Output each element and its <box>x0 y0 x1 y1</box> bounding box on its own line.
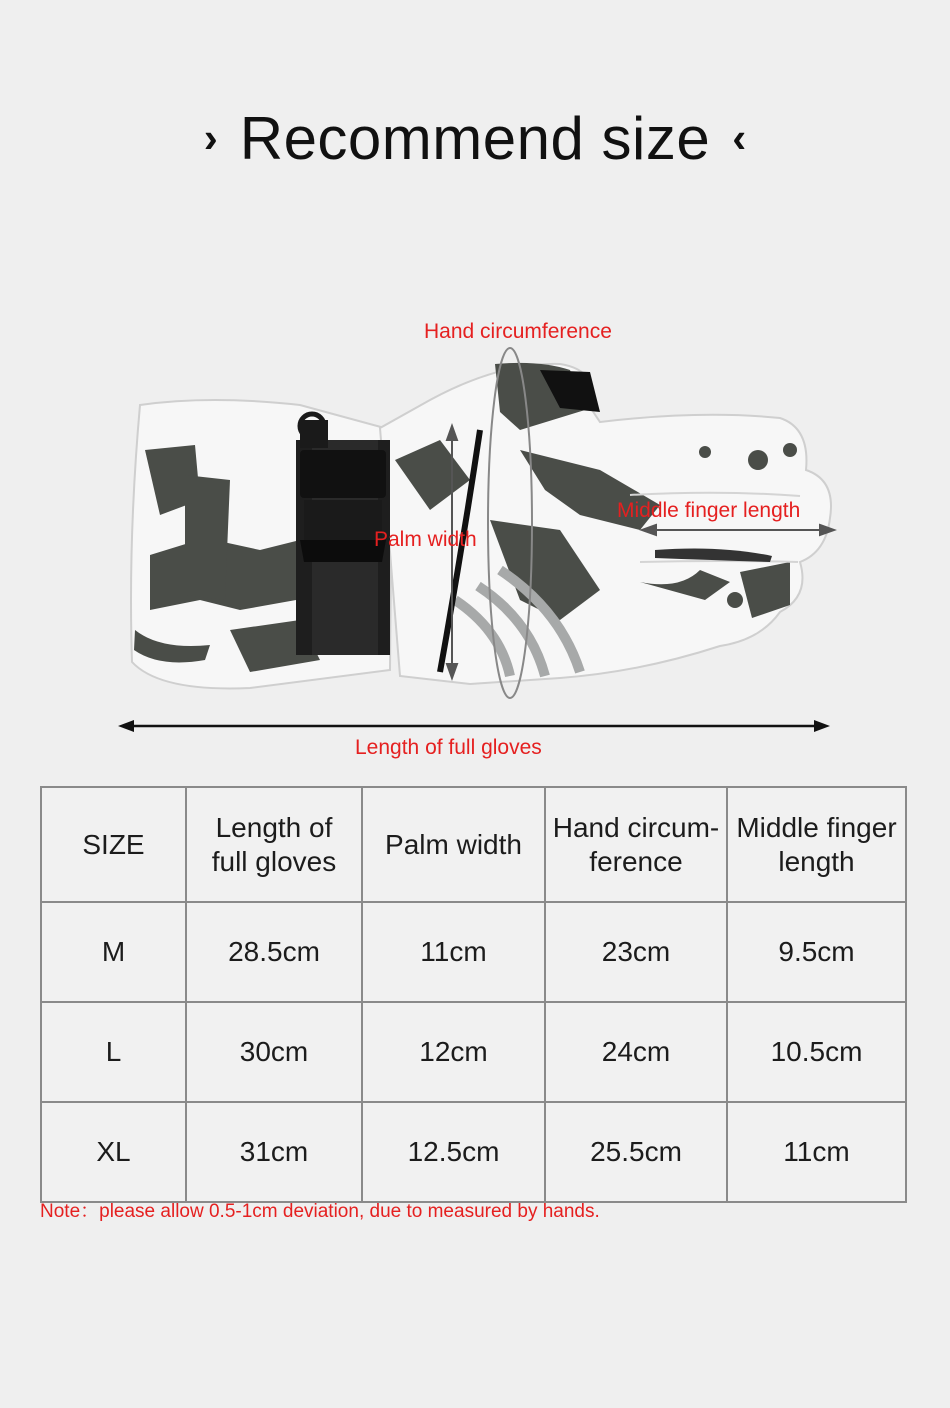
chevron-left-icon: ‹ <box>732 114 747 161</box>
table-cell: 24cm <box>545 1002 727 1102</box>
table-cell: 9.5cm <box>727 902 906 1002</box>
size-cell: L <box>41 1002 186 1102</box>
deviation-note: Note：please allow 0.5-1cm deviation, due to measured by hands. <box>40 1201 600 1222</box>
glove-measurement-diagram <box>0 300 950 780</box>
palm-width-label: Palm width <box>374 528 477 551</box>
length-of-full-gloves-label: Length of full gloves <box>355 736 542 759</box>
title-text: Recommend size <box>239 104 711 172</box>
table-row <box>41 902 906 1002</box>
header-size: SIZE <box>41 787 186 902</box>
header-length-of-full-gloves: Length of full gloves <box>186 787 362 902</box>
size-cell: M <box>41 902 186 1002</box>
header-middle-finger-length: Middle finger length <box>727 787 906 902</box>
page-title <box>0 102 950 174</box>
header-palm-width: Palm width <box>362 787 545 902</box>
middle-finger-length-label: Middle finger length <box>617 499 801 522</box>
glove-icon <box>131 363 831 689</box>
size-chart-table <box>40 786 907 1203</box>
chevron-right-icon: › <box>203 114 218 161</box>
table-cell: 31cm <box>186 1102 362 1202</box>
hand-circumference-label: Hand circumference <box>424 320 612 343</box>
table-cell: 28.5cm <box>186 902 362 1002</box>
table-cell: 30cm <box>186 1002 362 1102</box>
table-cell: 23cm <box>545 902 727 1002</box>
table-cell: 12cm <box>362 1002 545 1102</box>
table-cell: 11cm <box>727 1102 906 1202</box>
table-cell: 12.5cm <box>362 1102 545 1202</box>
table-row <box>41 1102 906 1202</box>
size-cell: XL <box>41 1102 186 1202</box>
table-header-row <box>41 787 906 902</box>
table-row <box>41 1002 906 1102</box>
table-cell: 10.5cm <box>727 1002 906 1102</box>
table-cell: 11cm <box>362 902 545 1002</box>
table-cell: 25.5cm <box>545 1102 727 1202</box>
header-hand-circumference: Hand circum- ference <box>545 787 727 902</box>
